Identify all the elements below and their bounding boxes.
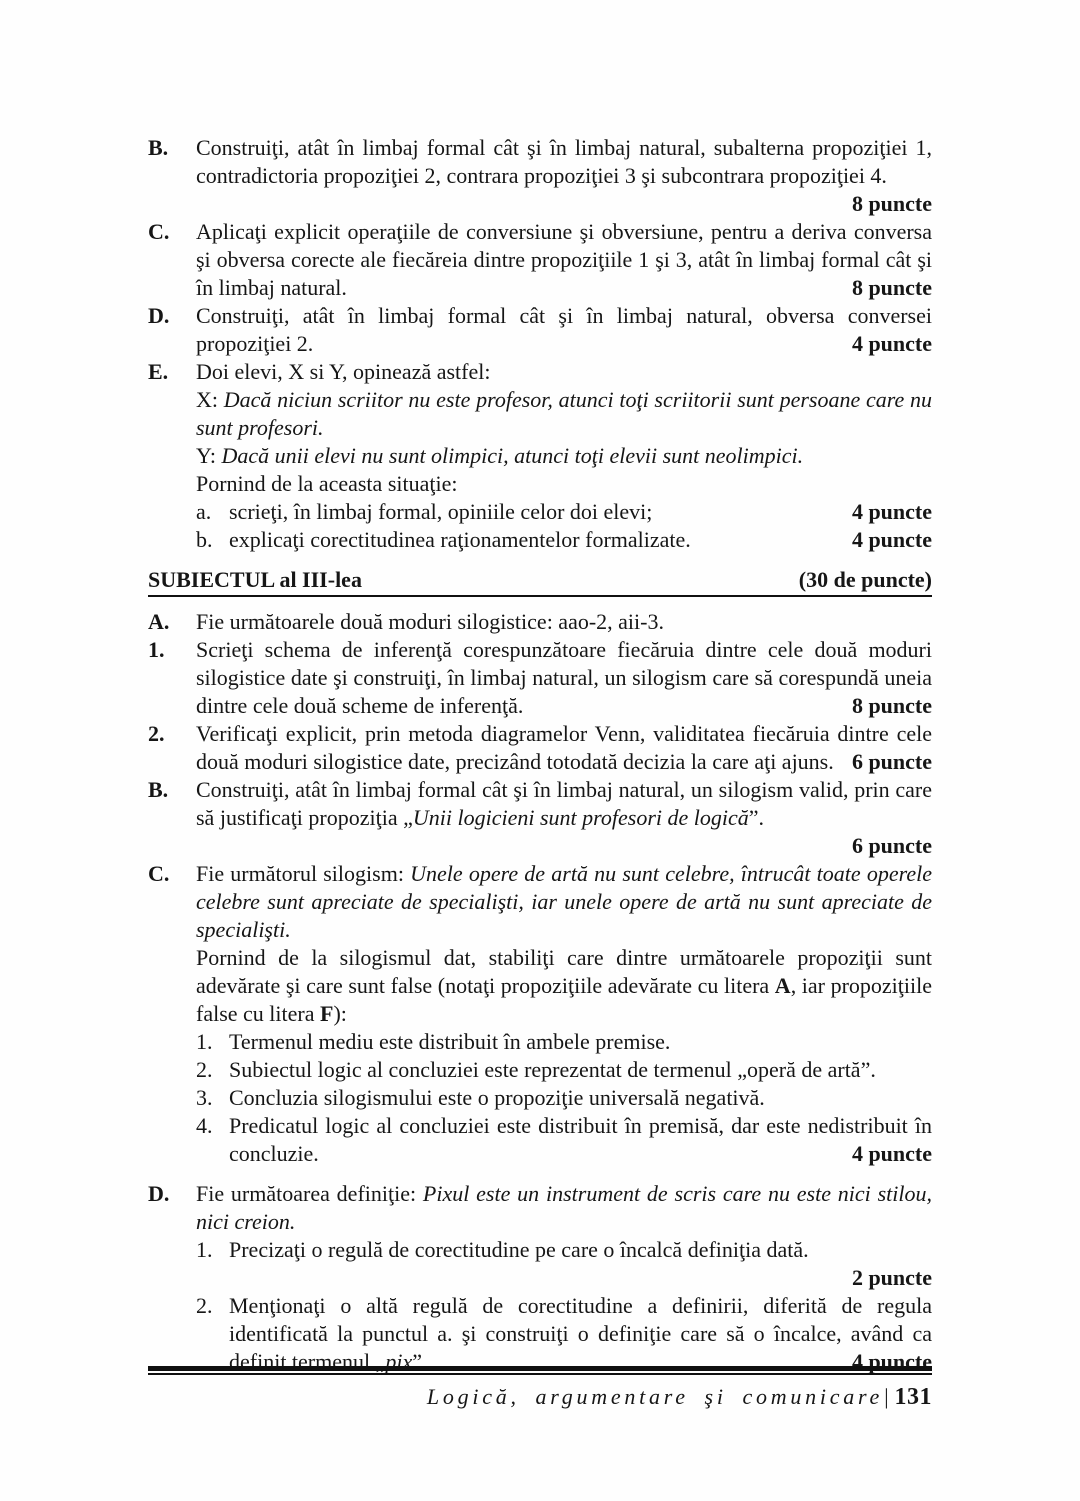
quoted-proposition: Unii logicieni sunt profesori de logică [412,805,749,830]
item-body [196,860,932,1168]
sub-item-label: 3. [196,1085,213,1110]
statement-2 [196,1056,932,1084]
sub-item-text: explicaţi corectitudinea raţionamentelor formalizate. [229,527,691,552]
opinion-x [196,386,932,442]
item-label: B. [148,135,169,160]
item-text-run: Pornind de la aceasta situaţie: [196,471,458,496]
page-number: 131 [894,1384,932,1410]
sub-item-label: b. [196,527,213,552]
opinion-x-italic: Dacă niciun scriitor nu este profesor, atunci toţi scriitorii sunt persoane care nu sunt profesori. [196,387,933,440]
item-body [196,720,932,776]
instructions-paragraph [196,944,932,1028]
item-text [196,218,932,302]
section-title: SUBIECTUL al III-lea [148,567,362,592]
opinion-y [196,442,932,470]
exercise-item-1 [148,636,932,720]
item-intro [196,358,932,386]
item-text [196,636,932,720]
syllogism-italic: Unele opere de artă nu sunt celebre, întrucât toate operele celebre sunt apreciate de specialişti, iar unele opere de artă nu sunt apreciate de specialişti. [196,861,932,942]
sub-item-label: 4. [196,1113,213,1138]
syllogism-paragraph [196,860,932,944]
sub-item-label: 1. [196,1237,213,1262]
item-text-run: Construiţi, atât în limbaj formal cât şi în limbaj natural, un silogism valid, prin care să justificaţi propoziţia „ [196,777,932,830]
sub-item-body [229,1084,932,1112]
item-label: D. [148,1181,170,1206]
points-label: 4 puncte [851,331,932,356]
points-label: 4 puncte [851,527,932,552]
sub-item-text: scrieţi, în limbaj formal, opiniile celor doi elevi; [229,499,653,524]
exercise-item-c3 [148,860,932,1168]
letter-f-bold: F [320,1001,334,1026]
item-text [196,134,932,216]
sub-item-body [229,498,932,526]
points-label: 8 puncte [851,275,932,300]
statement-3 [196,1084,932,1112]
exercise-item-e [148,358,932,554]
item-text-run: , iar propoziţiile false cu litera [196,973,933,1026]
exercise-item-a3 [148,608,932,636]
sub-item-text: Menţionaţi o altă regulă de corectitudine a definirii, diferită de regula identificată la punctul a. şi construiţi o definiţie care să o încalce, având ca definit termenul „ [229,1293,932,1374]
sub-item-b [196,526,932,554]
item-text-run: Construiţi, atât în limbaj formal cât şi în limbaj natural, subalterna propoziţiei 1, contradictoria propoziţiei 2, contrara propoziţiei 3 şi subcontrara propoziţiei 4. [196,135,932,188]
points-label: 2 puncte [851,1265,932,1290]
points-label: 4 puncte [851,1141,932,1166]
item-text-run: Doi elevi, X si Y, opinează astfel: [196,359,491,384]
sub-item-label: 1. [196,1029,213,1054]
section-heading [148,566,932,597]
item-text-run: Scrieţi schema de inferenţă corespunzătoare fiecăruia dintre cele două moduri silogistice date şi construiţi, în limbaj natural, un silogism care să corespundă uneia dintre cele două scheme de inferenţă. [196,637,932,718]
item-label: B. [148,777,169,802]
item-text-run: ): [333,1001,347,1026]
sub-item-body [229,1236,932,1292]
task-1 [196,1236,932,1292]
item-label: E. [148,359,169,384]
statement-4 [196,1112,932,1168]
exercise-item-b3 [148,776,932,860]
sub-item-body [229,1056,932,1084]
item-body [196,302,932,358]
sub-item-text: ”. [412,1349,428,1374]
sub-item-text: Subiectul logic al concluziei este reprezentat de termenul „operă de artă”. [229,1057,876,1082]
item-text [196,302,932,358]
term-italic: pix [385,1349,413,1374]
points-label: 4 puncte [851,1349,932,1374]
task-2 [196,1292,932,1376]
sub-item-text: Predicatul logic al concluziei este distribuit în premisă, dar este nedistribuit în concluzie. [229,1113,932,1166]
item-text-run: Aplicaţi explicit operaţiile de conversiune şi obversiune, pentru a deriva conversa şi obversa corecte ale fiecăreia dintre propoziţiile 1 şi 3, atât în limbaj formal cât şi în limbaj natural. [196,219,932,300]
item-text-run: Fie următoarea definiţie: [196,1181,423,1206]
sub-item-body [229,1112,932,1168]
item-text-run: Fie următoarele două moduri silogistice: aao-2, aii-3. [196,609,664,634]
section-points: (30 de puncte) [798,567,932,592]
item-text [196,776,932,832]
item-text-run: Fie următorul silogism: [196,861,411,886]
item-label: D. [148,303,170,328]
sub-item-text: Termenul mediu este distribuit în ambele premise. [229,1029,671,1054]
statement-1 [196,1028,932,1056]
sub-item-text: Concluzia silogismului este o propoziţie universală negativă. [229,1085,765,1110]
item-text-run: Verificaţi explicit, prin metoda diagramelor Venn, validitatea fiecăruia dintre cele două moduri silogistice date, precizând totodată decizia la care aţi ajuns. [196,721,932,774]
item-text-run: Pornind de la silogismul dat, stabiliţi care dintre următoarele propoziţii sunt adevărate şi care sunt false (notaţi propoziţiile adevărate cu litera [196,945,932,998]
sub-item-label: 2. [196,1057,213,1082]
page-footer [148,1366,932,1411]
item-outro [196,470,932,498]
exercise-item-d3 [148,1180,932,1376]
item-label: A. [148,609,170,634]
sub-item-text: Precizaţi o regulă de corectitudine pe care o încalcă definiţia dată. [229,1237,809,1262]
item-body [196,776,932,860]
item-label: C. [148,219,170,244]
exercise-item-2 [148,720,932,776]
sub-item-label: a. [196,499,212,524]
item-body [196,1180,932,1376]
exercise-item-c [148,218,932,302]
footer-text [148,1384,932,1411]
item-body [196,358,932,554]
definition-italic: Pixul este un instrument de scris care nu este nici stilou, nici creion. [196,1181,933,1234]
exercise-item-d [148,302,932,358]
page-content [148,134,932,1376]
opinion-x-prefix: X: [196,387,224,412]
sub-item-a [196,498,932,526]
item-body [196,218,932,302]
item-body [196,608,932,636]
item-text-run: ”. [748,805,765,830]
item-text-run: Construiţi, atât în limbaj formal cât şi în limbaj natural, obversa conversei propoziţiei 2. [196,303,932,356]
sub-item-body [229,1292,932,1376]
sub-item-body [229,526,932,554]
opinion-y-prefix: Y: [196,443,222,468]
definition-paragraph [196,1180,932,1236]
footer-double-rule [148,1366,932,1375]
item-body [196,636,932,720]
item-label: C. [148,861,170,886]
item-text [196,720,932,776]
points-label: 6 puncte [851,833,932,858]
points-label: 8 puncte [851,191,932,216]
points-label: 4 puncte [851,499,932,524]
book-title: Logică, argumentare şi comunicare [426,1384,883,1409]
item-label: 1. [148,637,165,662]
letter-a-bold: A [774,973,791,998]
sub-item-body [229,1028,932,1056]
points-label: 8 puncte [851,693,932,718]
item-body [196,134,932,218]
exercise-item-b [148,134,932,218]
item-text [196,608,932,636]
opinion-y-italic: Dacă unii elevi nu sunt olimpici, atunci toţi elevii sunt neolimpici. [221,443,804,468]
footer-separator: | [882,1384,890,1409]
item-label: 2. [148,721,165,746]
sub-item-label: 2. [196,1293,213,1318]
points-label: 6 puncte [851,749,932,774]
